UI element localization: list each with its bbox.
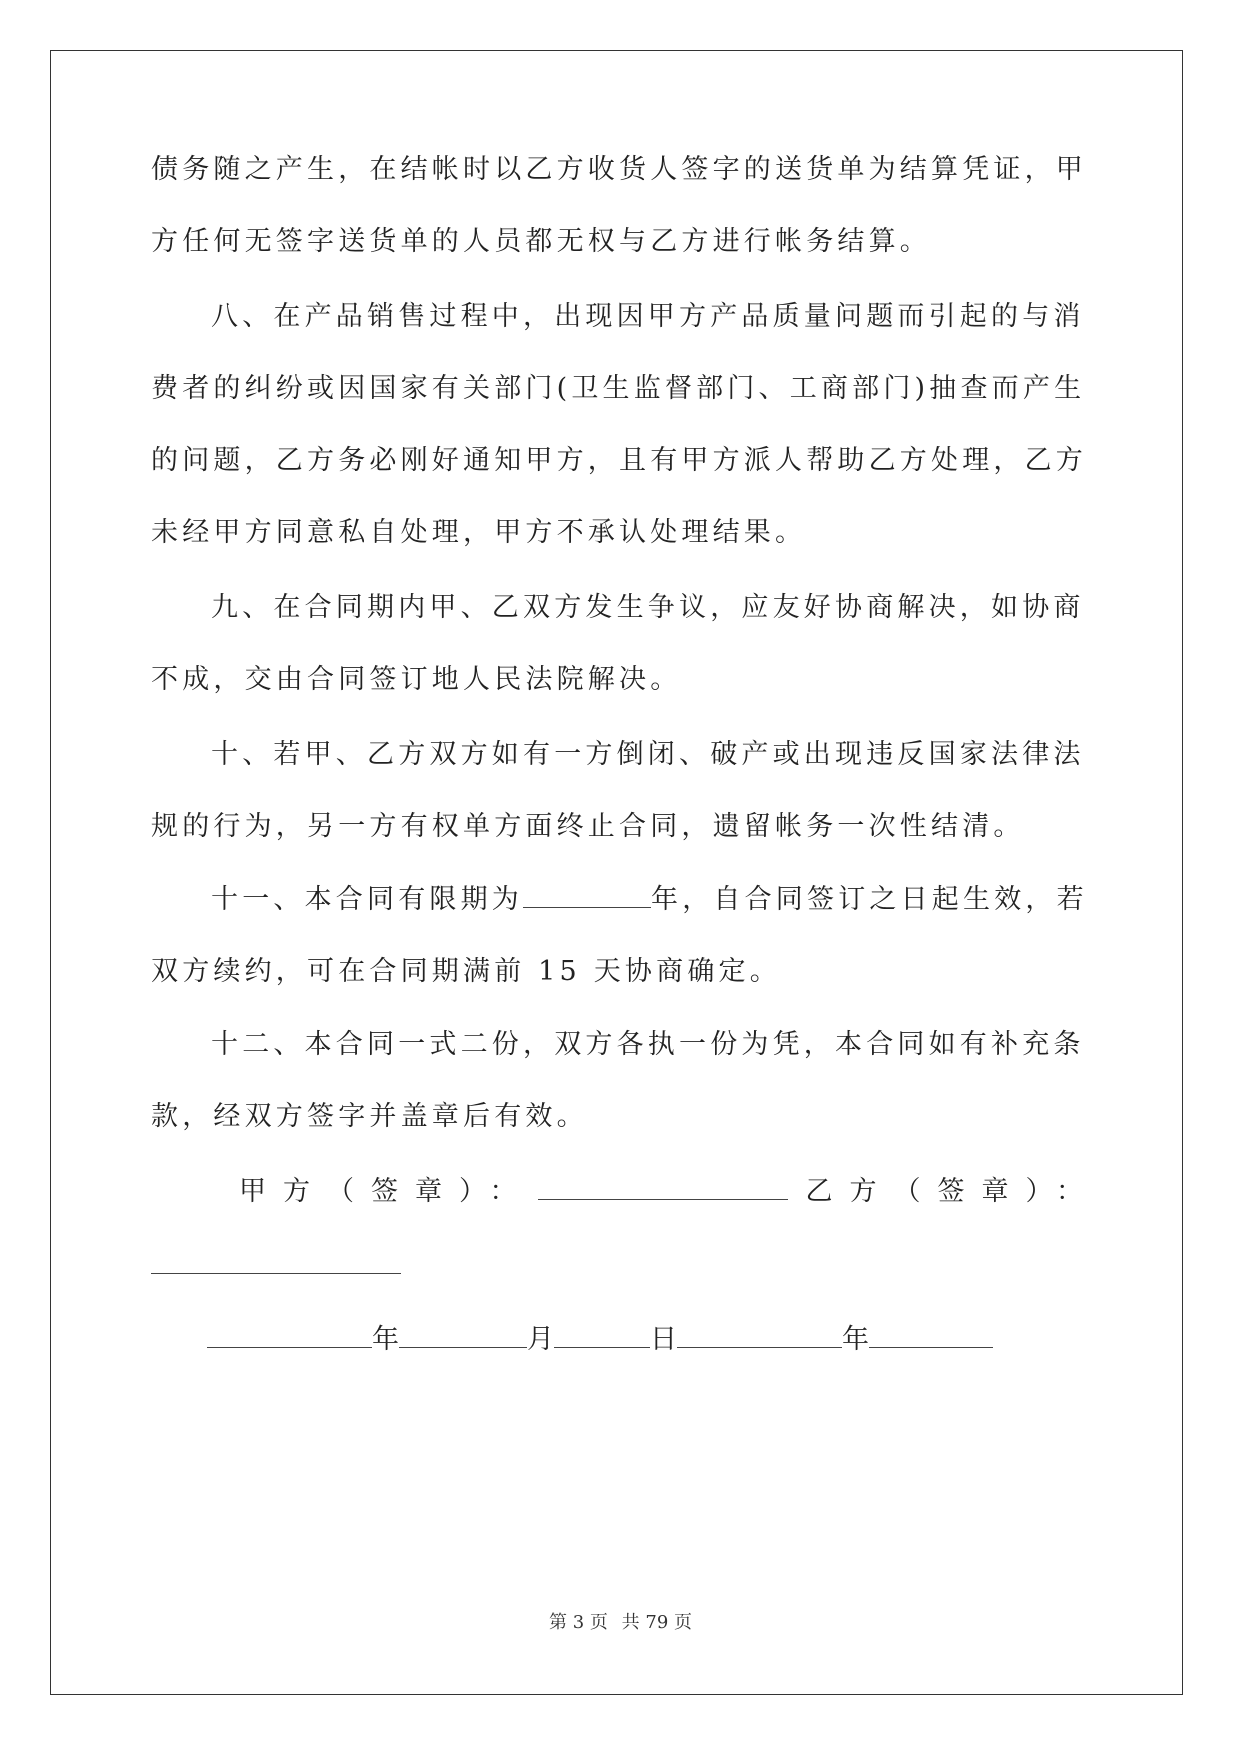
party-a-signature-label: 甲方（签章）： (239, 1176, 534, 1207)
paragraph-line: 债务随之产生，在结帐时以乙方收货人签字的送货单为结算凭证，甲 (151, 154, 1087, 185)
trailing-blank[interactable] (869, 1321, 993, 1348)
page-number: 第 3 页 (549, 1612, 608, 1633)
clause-8-line: 费者的纠纷或因国家有关部门(卫生监督部门、工商部门)抽查而产生 (151, 373, 1086, 404)
clause-11-text: 十一、本合同有限期为 (211, 884, 523, 915)
day-blank[interactable] (554, 1321, 650, 1348)
clause-8-line: 的问题，乙方务必刚好通知甲方，且有甲方派人帮助乙方处理，乙方 (151, 445, 1087, 476)
year-blank-a[interactable] (207, 1321, 372, 1348)
party-b-signature-label: 乙方（签章）： (805, 1176, 1100, 1207)
clause-11-text: 年，自合同签订之日起生效，若 (651, 884, 1088, 915)
clause-11-line: 双方续约，可在合同期满前 15 天协商确定。 (151, 956, 781, 987)
year-blank-b[interactable] (677, 1321, 842, 1348)
party-a-signature-blank[interactable] (538, 1173, 788, 1200)
signature-row (151, 1172, 1100, 1212)
clause-12-line: 款，经双方签字并盖章后有效。 (151, 1101, 588, 1132)
signature-continuation (151, 1246, 1086, 1286)
clause-9-line: 不成，交由合同签订地人民法院解决。 (151, 664, 682, 695)
clause-10-line: 十、若甲、乙方双方如有一方倒闭、破产或出现违反国家法律法 (211, 739, 1085, 770)
page-total: 共 79 页 (621, 1612, 692, 1633)
date-row (151, 1320, 1086, 1360)
clause-8-line: 未经甲方同意私自处理，甲方不承认处理结果。 (151, 517, 807, 548)
month-blank[interactable] (399, 1321, 527, 1348)
clause-10-line: 规的行为，另一方有权单方面终止合同，遗留帐务一次性结清。 (151, 811, 1025, 842)
day-label: 日 (650, 1324, 677, 1355)
year-label: 年 (842, 1324, 869, 1355)
year-label: 年 (372, 1324, 399, 1355)
paragraph-line: 方任何无签字送货单的人员都无权与乙方进行帐务结算。 (151, 226, 931, 257)
page-footer (0, 1608, 1241, 1634)
clause-11-line (151, 880, 1146, 920)
clause-12-line: 十二、本合同一式二份，双方各执一份为凭，本合同如有补充条 (211, 1029, 1085, 1060)
clause-9-line: 九、在合同期内甲、乙双方发生争议，应友好协商解决，如协商 (211, 592, 1085, 623)
clause-8-line: 八、在产品销售过程中，出现因甲方产品质量问题而引起的与消 (211, 301, 1085, 332)
month-label: 月 (527, 1324, 554, 1355)
term-years-blank[interactable] (523, 881, 651, 908)
party-b-signature-blank[interactable] (151, 1247, 401, 1274)
